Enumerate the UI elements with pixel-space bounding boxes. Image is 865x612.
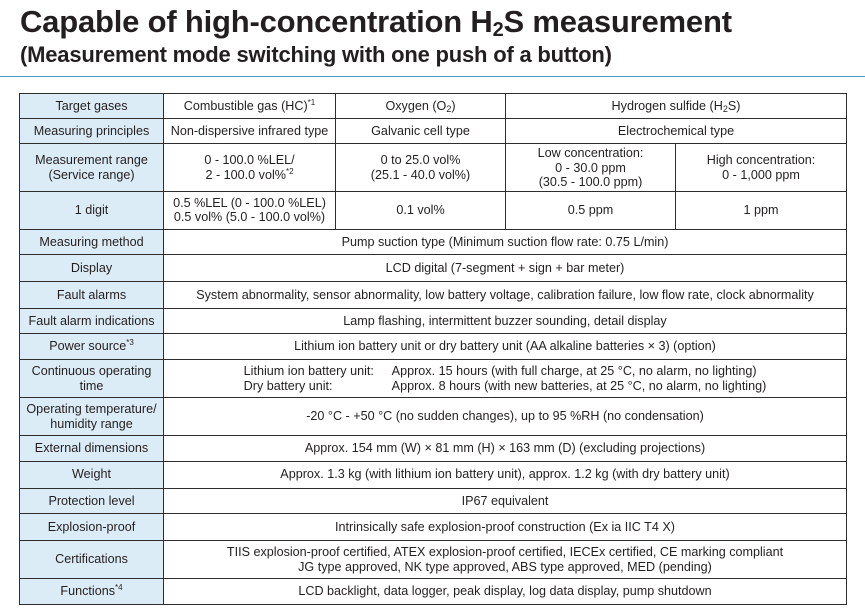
- row-label-certifications: Certifications: [20, 541, 164, 579]
- row-label-principles: Measuring principles: [20, 118, 164, 144]
- table-row: [20, 436, 847, 462]
- spec-table: [19, 93, 847, 605]
- table-row: [20, 541, 847, 579]
- row-label-fault-alarms: Fault alarms: [20, 281, 164, 308]
- cell-fault-indications: Lamp flashing, intermittent buzzer sounding, detail display: [164, 308, 847, 334]
- cell-fault-alarms: System abnormality, sensor abnormality, low battery voltage, calibration failure, low flow rate, clock abnormality: [164, 281, 847, 308]
- cell-dimensions: Approx. 154 mm (W) × 81 mm (H) × 163 mm (D) (excluding projections): [164, 436, 847, 462]
- table-row: [20, 192, 847, 229]
- row-label-power: Power source$^{*3}$: [20, 334, 164, 360]
- row-label-display: Display: [20, 255, 164, 282]
- cell-explosion: Intrinsically safe explosion-proof construction (Ex ia IIC T4 X): [164, 514, 847, 541]
- table-row: [20, 94, 847, 119]
- page-subtitle: (Measurement mode switching with one push of a button): [20, 42, 612, 67]
- cell-o2-gas: Oxygen $(O_2)$: [336, 94, 506, 119]
- table-row: [20, 118, 847, 144]
- table-row: [20, 144, 847, 192]
- table-row: [20, 229, 847, 255]
- cell-hc-digit: 0.5 %LEL (0 - 100.0 %LEL) 0.5 vol% (5.0 - 100.0 vol%): [164, 192, 336, 229]
- cell-hc-range: 0 - 100.0 %LEL/ 2 - 100.0 vol%$^{*2}$: [164, 144, 336, 192]
- table-row: [20, 281, 847, 308]
- cell-o2-range: 0 to 25.0 vol% (25.1 - 40.0 vol%): [336, 144, 506, 192]
- cell-h2s-low-range: Low concentration: 0 - 30.0 ppm (30.5 - 100.0 ppm): [506, 144, 676, 192]
- row-label-method: Measuring method: [20, 229, 164, 255]
- cell-operating-time: Lithium ion battery unit: Approx. 15 hours (with full charge, at 25 °C, no alarm, no lighting) Dry battery unit: Approx. 8 hours (with new batteries, at 25 °C, no alarm, no lighting): [164, 360, 847, 398]
- row-label-range: Measurement range (Service range): [20, 144, 164, 192]
- row-label-target-gases: Target gases: [20, 94, 164, 119]
- cell-o2-principle: Galvanic cell type: [336, 118, 506, 144]
- row-label-explosion: Explosion-proof: [20, 514, 164, 541]
- cell-h2s-gas: Hydrogen sulfide $(H_2S)$: [506, 94, 847, 119]
- cell-temperature: -20 °C - +50 °C (no sudden changes), up to 95 %RH (no condensation): [164, 398, 847, 436]
- row-label-digit: 1 digit: [20, 192, 164, 229]
- cell-h2s-high-range: High concentration: 0 - 1,000 ppm: [676, 144, 847, 192]
- table-row: [20, 308, 847, 334]
- table-row: [20, 514, 847, 541]
- cell-h2s-principle: Electrochemical type: [506, 118, 847, 144]
- table-row: [20, 334, 847, 360]
- cell-method: Pump suction type (Minimum suction flow rate: 0.75 L/min): [164, 229, 847, 255]
- table-row: [20, 461, 847, 488]
- row-label-temperature: Operating temperature/ humidity range: [20, 398, 164, 436]
- cell-h2s-low-digit: 0.5 ppm: [506, 192, 676, 229]
- table-row: [20, 255, 847, 282]
- row-label-operating-time: Continuous operating time: [20, 360, 164, 398]
- row-label-functions: Functions$^{*4}$: [20, 579, 164, 605]
- cell-weight: Approx. 1.3 kg (with lithium ion battery unit), approx. 1.2 kg (with dry battery unit): [164, 461, 847, 488]
- row-label-protection: Protection level: [20, 488, 164, 514]
- cell-certifications: TIIS explosion-proof certified, ATEX explosion-proof certified, IECEx certified, CE marking compliant JG type approved, NK type approved, ABS type approved, MED (pending): [164, 541, 847, 579]
- cell-power: Lithium ion battery unit or dry battery unit (AA alkaline batteries × 3) (option): [164, 334, 847, 360]
- cell-functions: LCD backlight, data logger, peak display, log data display, pump shutdown: [164, 579, 847, 605]
- table-row: [20, 579, 847, 605]
- table-row: [20, 360, 847, 398]
- cell-o2-digit: 0.1 vol%: [336, 192, 506, 229]
- cell-hc-principle: Non-dispersive infrared type: [164, 118, 336, 144]
- cell-h2s-high-digit: 1 ppm: [676, 192, 847, 229]
- page-title: Capable of high-concentration $H_2S$ measurement: [20, 4, 732, 41]
- cell-hc-gas: Combustible gas (HC)$^{*1}$: [164, 94, 336, 119]
- title-divider: [0, 76, 865, 77]
- row-label-fault-indications: Fault alarm indications: [20, 308, 164, 334]
- cell-display: LCD digital (7-segment + sign + bar meter): [164, 255, 847, 282]
- table-row: [20, 488, 847, 514]
- row-label-weight: Weight: [20, 461, 164, 488]
- cell-protection: IP67 equivalent: [164, 488, 847, 514]
- table-row: [20, 398, 847, 436]
- row-label-dimensions: External dimensions: [20, 436, 164, 462]
